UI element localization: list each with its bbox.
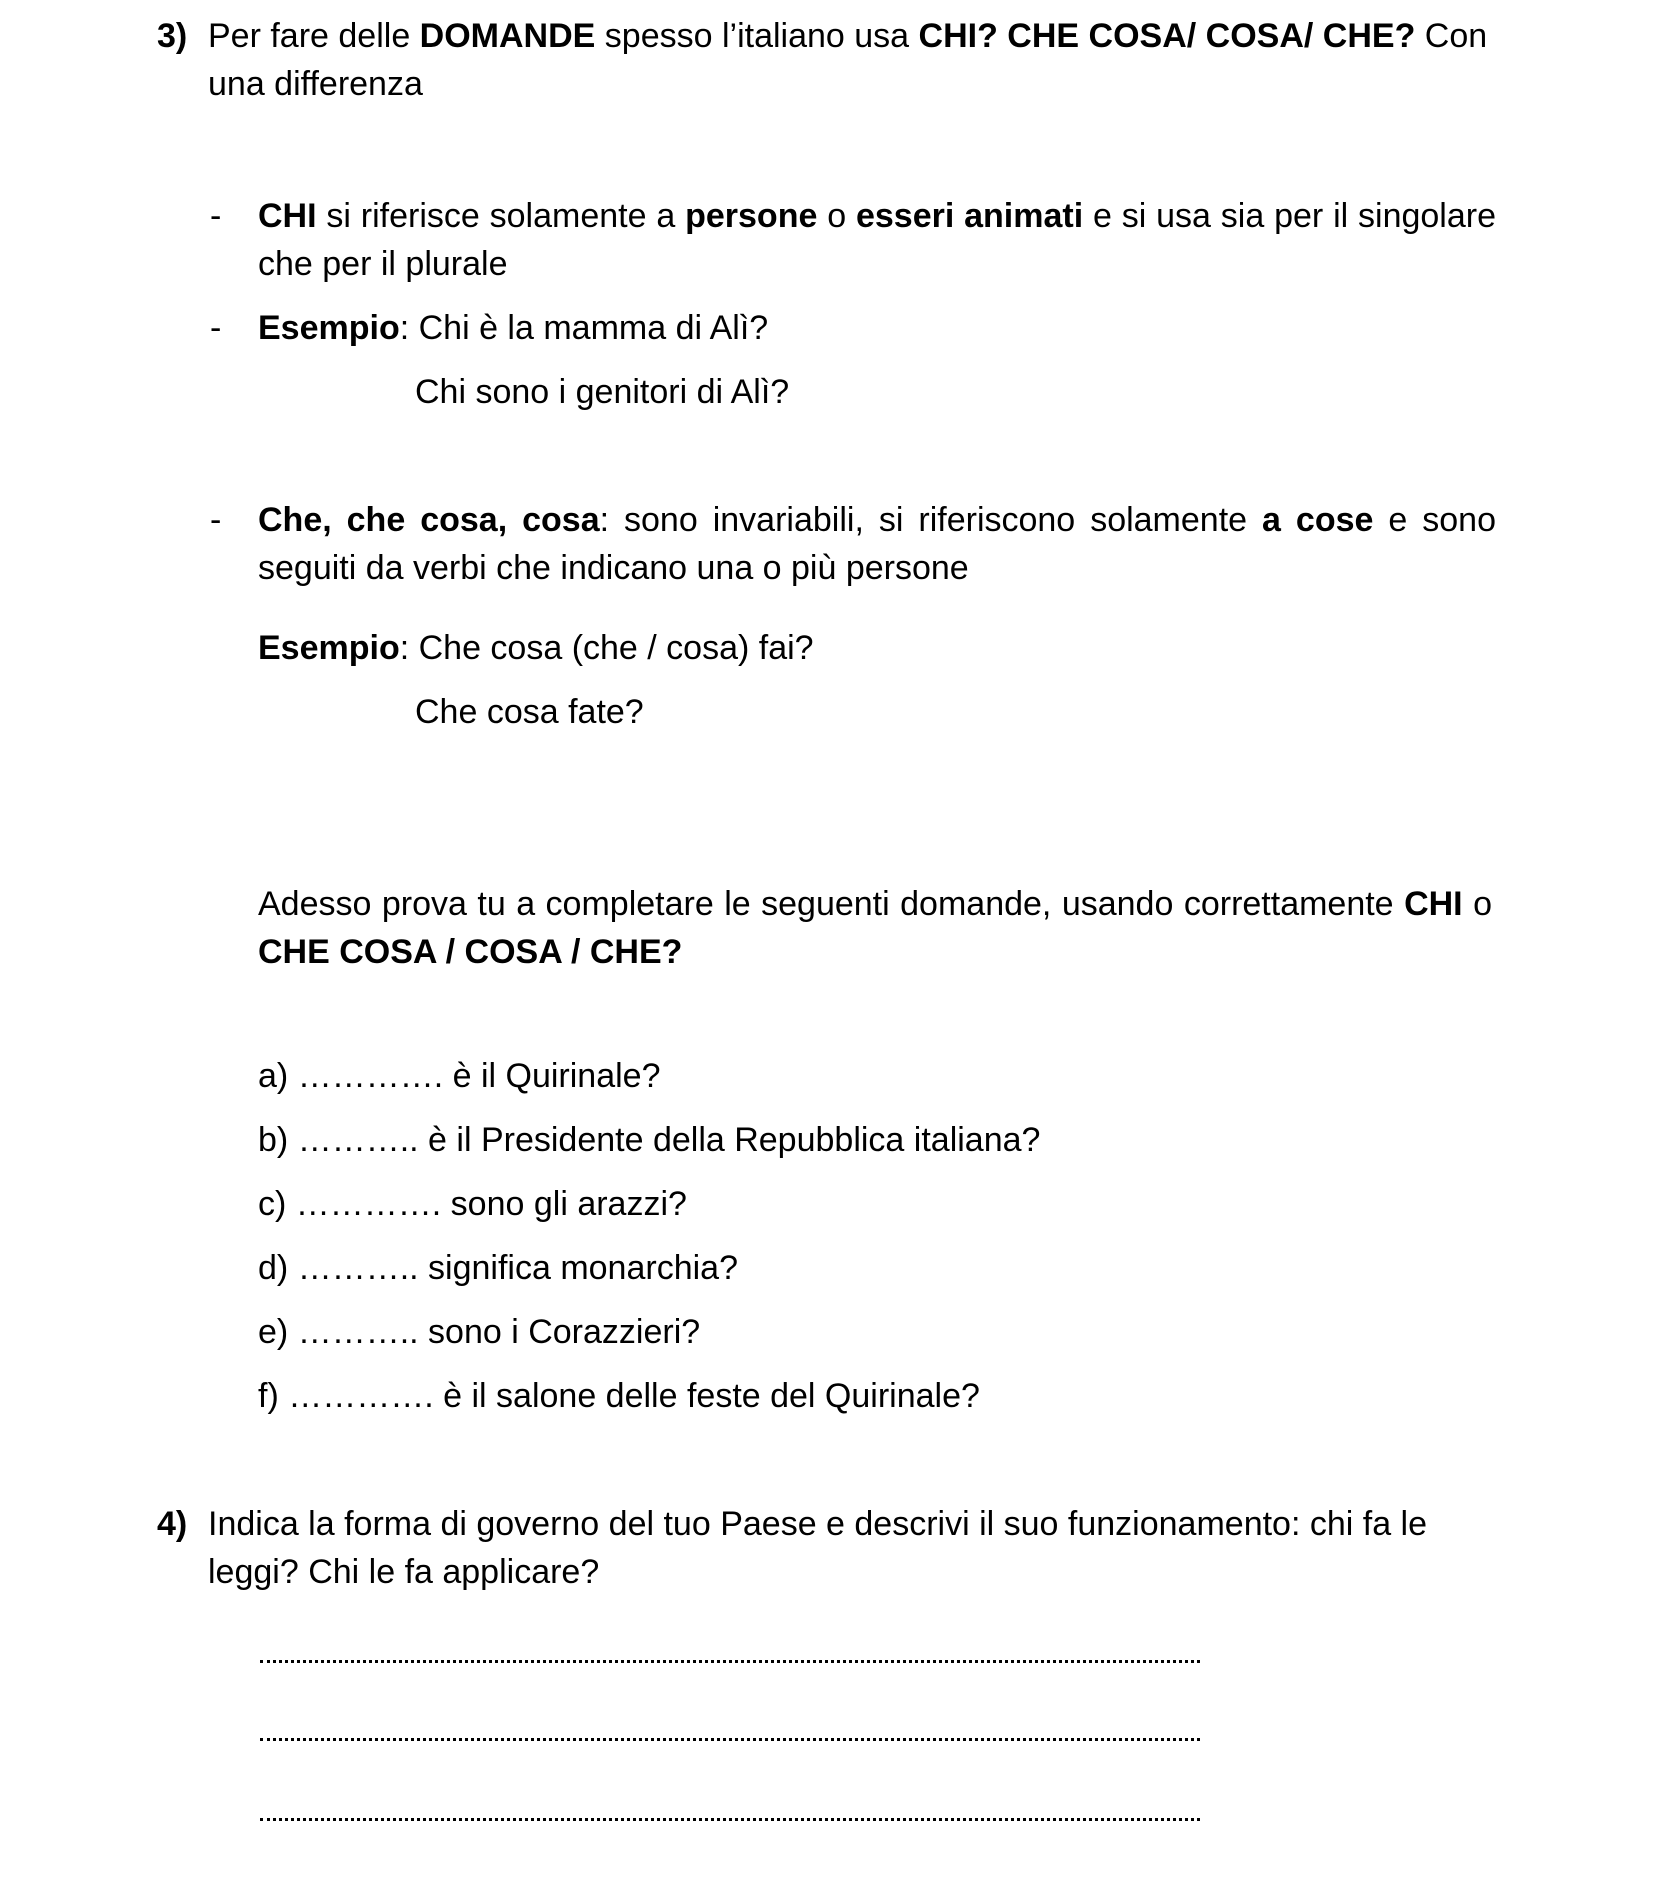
exercise-item-b: b) ……….. è il Presidente della Repubblica italiana? xyxy=(258,1121,1041,1159)
exercise-item-d: d) ……….. significa monarchia? xyxy=(258,1249,738,1287)
chi-example-line-2: Chi sono i genitori di Alì? xyxy=(415,373,790,411)
answer-blank[interactable]: …………. xyxy=(297,1057,444,1095)
chi-example-line-1: Esempio: Chi è la mamma di Alì? xyxy=(258,309,769,347)
che-example-line-1: Esempio: Che cosa (che / cosa) fai? xyxy=(258,629,814,667)
question-3-number: 3) xyxy=(157,17,188,55)
answer-blank[interactable]: …………. xyxy=(288,1377,434,1415)
answer-blank[interactable]: ……….. xyxy=(297,1249,419,1287)
exercise-instruction: Adesso prova tu a completare le seguenti domande, usando correttamente CHI o CHE COSA / COSA / CHE? xyxy=(258,885,1492,971)
exercise-item-c: c) …………. sono gli arazzi? xyxy=(258,1185,687,1223)
question-4-number: 4) xyxy=(157,1505,188,1543)
bullet-dash: - xyxy=(210,309,222,347)
answer-blank[interactable]: …………. xyxy=(295,1185,442,1223)
chi-rule: CHI si riferisce solamente a persone o esseri animati e si usa sia per il singolare che per il plurale xyxy=(258,197,1496,283)
bullet-dash: - xyxy=(210,501,222,539)
exercise-item-f: f) …………. è il salone delle feste del Quirinale? xyxy=(258,1377,980,1415)
question-4-text: Indica la forma di governo del tuo Paese e descrivi il suo funzionamento: chi fa le leggi? Chi le fa applicare? xyxy=(208,1505,1428,1591)
exercise-item-a: a) …………. è il Quirinale? xyxy=(258,1057,661,1095)
answer-line[interactable] xyxy=(260,1660,1200,1663)
question-3-intro: Per fare delle DOMANDE spesso l’italiano usa CHI? CHE COSA/ COSA/ CHE? Con una differenza xyxy=(208,17,1488,103)
exercise-item-e: e) ……….. sono i Corazzieri? xyxy=(258,1313,701,1351)
answer-blank[interactable]: ……….. xyxy=(297,1313,419,1351)
answer-line[interactable] xyxy=(260,1818,1200,1821)
che-rule: Che, che cosa, cosa: sono invariabili, si riferiscono solamente a cose e sono seguiti da verbi che indicano una o più persone xyxy=(258,501,1496,587)
answer-line[interactable] xyxy=(260,1738,1200,1741)
answer-blank[interactable]: ……….. xyxy=(297,1121,419,1159)
bullet-dash: - xyxy=(210,197,222,235)
che-example-line-2: Che cosa fate? xyxy=(415,693,644,731)
